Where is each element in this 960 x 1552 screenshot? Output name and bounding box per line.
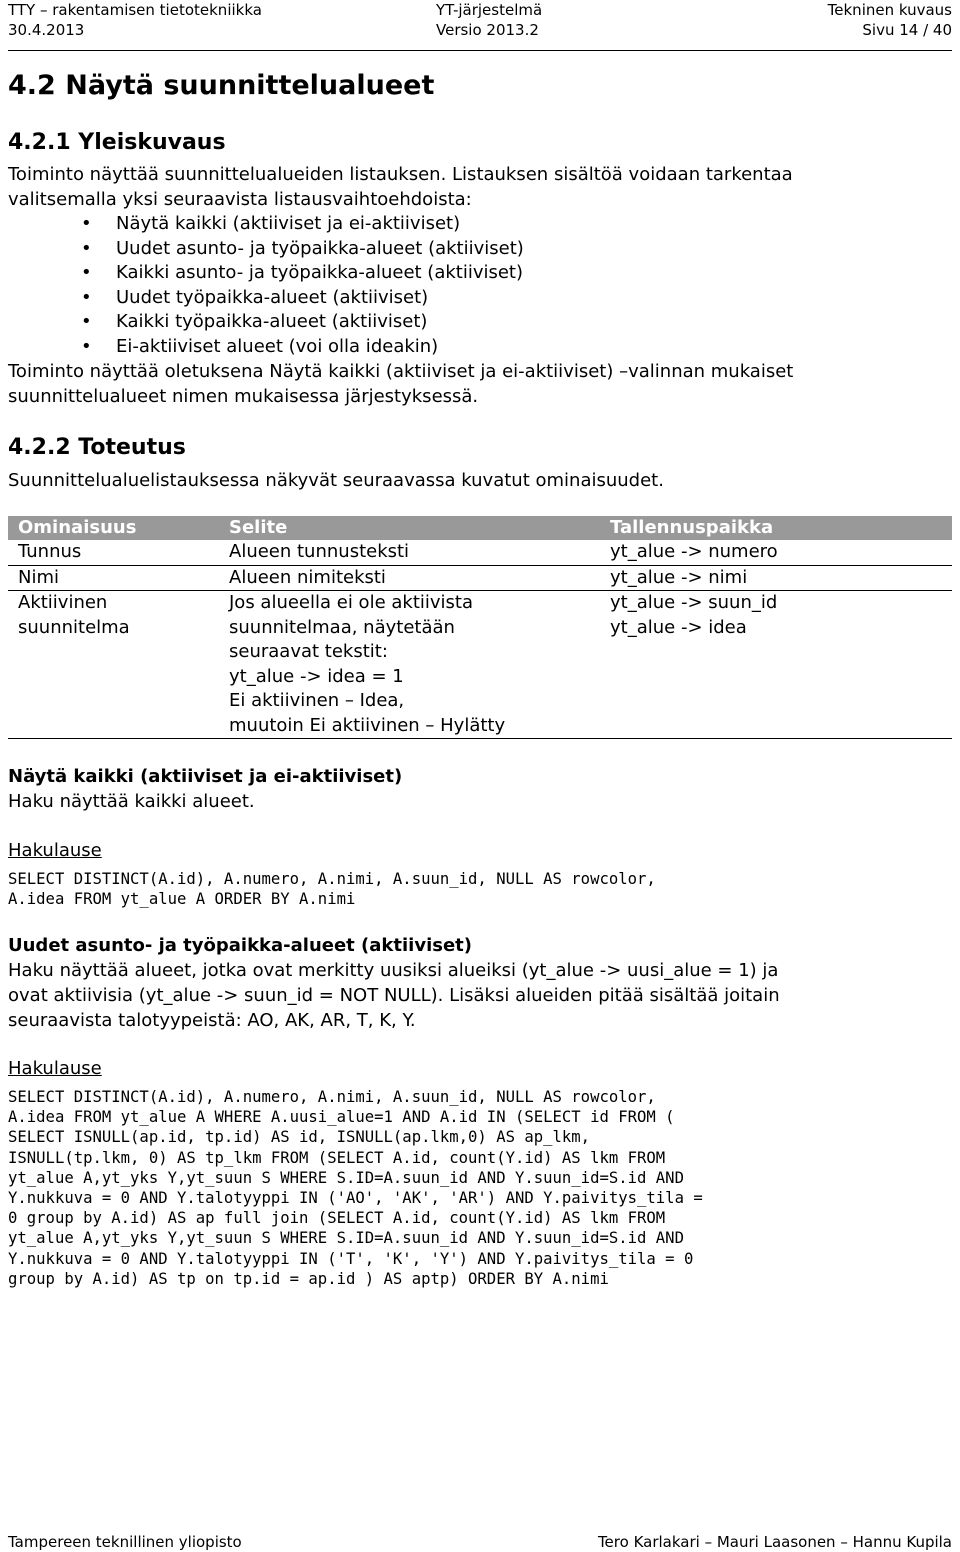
column-header: Selite [229, 517, 288, 538]
code-line: Y.nukkuva = 0 AND Y.talotyyppi IN ('AO', 'AK', 'AR') AND Y.paivitys_tila = [8, 1189, 703, 1208]
properties-table [8, 516, 952, 739]
bullet-icon: • [81, 237, 92, 259]
code-line: SELECT DISTINCT(A.id), A.numero, A.nimi, A.suun_id, NULL AS rowcolor, [8, 870, 656, 888]
intro-line: Toiminto näyttää suunnittelualueiden listauksen. Listauksen sisältöä voidaan tarkentaa [8, 164, 793, 185]
table-header [8, 516, 952, 540]
column-header: Tallennuspaikka [610, 517, 774, 538]
table-cell: yt_alue -> numero [610, 541, 778, 562]
option-list [8, 212, 524, 360]
code-line: A.idea FROM yt_alue A ORDER BY A.nimi [8, 890, 356, 909]
header-org: TTY – rakentamisen tietotekniikka [8, 1, 262, 19]
list-item: • Uudet asunto- ja työpaikka-alueet (aktiiviset) [8, 237, 524, 262]
bullet-icon: • [81, 286, 92, 308]
header-page-number: Sivu 14 / 40 [862, 21, 952, 39]
block-text-line: Haku näyttää alueet, jotka ovat merkitty uusiksi alueiksi (yt_alue -> uusi_alue = 1) ja [8, 960, 779, 981]
table-cell: yt_alue -> suun_id yt_alue -> idea [610, 592, 778, 638]
code-line: group by A.id) AS tp on tp.id = ap.id ) AS aptp) ORDER BY A.nimi [8, 1269, 609, 1288]
query-label: Hakulause [8, 840, 102, 861]
table-row [8, 591, 952, 739]
code-line: yt_alue A,yt_yks Y,yt_suun S WHERE S.ID=A.suun_id AND Y.suun_id=S.id AND [8, 1168, 684, 1187]
default-text-line: Toiminto näyttää oletuksena Näytä kaikki (aktiiviset ja ei-aktiiviset) –valinnan mukaiset [8, 361, 794, 382]
block-heading: Uudet asunto- ja työpaikka-alueet (aktiiviset) [8, 935, 473, 956]
table-cell: Alueen nimiteksti [229, 567, 386, 588]
block-text-line: seuraavista talotyypeistä: AO, AK, AR, T, K, Y. [8, 1010, 416, 1031]
block-heading: Näytä kaikki (aktiiviset ja ei-aktiiviset) [8, 766, 403, 787]
code-line: A.idea FROM yt_alue A WHERE A.uusi_alue=1 AND A.id IN (SELECT id FROM ( [8, 1108, 675, 1127]
list-item: • Ei-aktiiviset alueet (voi olla ideakin) [8, 335, 524, 360]
table-cell: Aktiivinen suunnitelma [18, 592, 130, 638]
list-item: • Kaikki työpaikka-alueet (aktiiviset) [8, 310, 524, 335]
sql-query [8, 1087, 703, 1289]
implementation-intro: Suunnittelualuelistauksessa näkyvät seuraavassa kuvatut ominaisuudet. [8, 470, 664, 491]
header-date: 30.4.2013 [8, 21, 85, 39]
bullet-icon: • [81, 213, 92, 234]
bullet-icon: • [81, 335, 92, 357]
page-header [8, 0, 952, 52]
code-line: SELECT ISNULL(ap.id, tp.id) AS id, ISNULL(ap.lkm,0) AS ap_lkm, [8, 1128, 591, 1147]
header-system: YT-järjestelmä [436, 1, 543, 19]
subsection-title-implementation: 4.2.2 Toteutus [8, 435, 186, 460]
header-divider [8, 50, 952, 51]
list-item: • Näytä kaikki (aktiiviset ja ei-aktiiviset) [8, 212, 524, 237]
default-text-line: suunnittelualueet nimen mukaisessa järjestyksessä. [8, 386, 479, 407]
bullet-icon: • [81, 311, 92, 333]
sql-query [8, 869, 656, 909]
header-doc-type: Tekninen kuvaus [827, 1, 952, 19]
section-title: 4.2 Näytä suunnittelualueet [8, 70, 435, 101]
code-line: ISNULL(tp.lkm, 0) AS tp_lkm FROM (SELECT A.id, count(Y.id) AS lkm FROM [8, 1148, 666, 1167]
subsection-title-overview: 4.2.1 Yleiskuvaus [8, 130, 226, 155]
table-cell: yt_alue -> nimi [610, 567, 748, 588]
code-line: Y.nukkuva = 0 AND Y.talotyyppi IN ('T', 'K', 'Y') AND Y.paivitys_tila = 0 [8, 1249, 694, 1268]
table-cell: Tunnus [18, 541, 82, 562]
table-row [8, 540, 952, 566]
code-line: yt_alue A,yt_yks Y,yt_suun S WHERE S.ID=A.suun_id AND Y.suun_id=S.id AND [8, 1229, 684, 1248]
table-cell: Nimi [18, 567, 60, 588]
table-cell: Jos alueella ei ole aktiivista suunnitelmaa, näytetään seuraavat tekstit: yt_alue -> idea = 1 Ei aktiivinen – Idea, muutoin Ei aktiivinen – Hylätty [229, 592, 506, 736]
block-text-line: ovat aktiivisia (yt_alue -> suun_id = NOT NULL). Lisäksi alueiden pitää sisältää joitain [8, 985, 780, 1006]
list-item: • Uudet työpaikka-alueet (aktiiviset) [8, 286, 524, 311]
table-row [8, 566, 952, 591]
list-item: • Kaikki asunto- ja työpaikka-alueet (aktiiviset) [8, 261, 524, 286]
footer-university: Tampereen teknillinen yliopisto [8, 1533, 242, 1551]
header-version: Versio 2013.2 [436, 21, 539, 39]
query-label: Hakulause [8, 1058, 102, 1079]
intro-line: valitsemalla yksi seuraavista listausvaihtoehdoista: [8, 189, 472, 210]
footer-authors: Tero Karlakari – Mauri Laasonen – Hannu Kupila [597, 1533, 952, 1551]
code-line: SELECT DISTINCT(A.id), A.numero, A.nimi, A.suun_id, NULL AS rowcolor, [8, 1088, 656, 1106]
bullet-icon: • [81, 262, 92, 284]
column-header: Ominaisuus [18, 517, 137, 538]
table-cell: Alueen tunnusteksti [229, 541, 410, 562]
code-line: 0 group by A.id) AS ap full join (SELECT A.id, count(Y.id) AS lkm FROM [8, 1209, 666, 1228]
block-text: Haku näyttää kaikki alueet. [8, 791, 255, 812]
